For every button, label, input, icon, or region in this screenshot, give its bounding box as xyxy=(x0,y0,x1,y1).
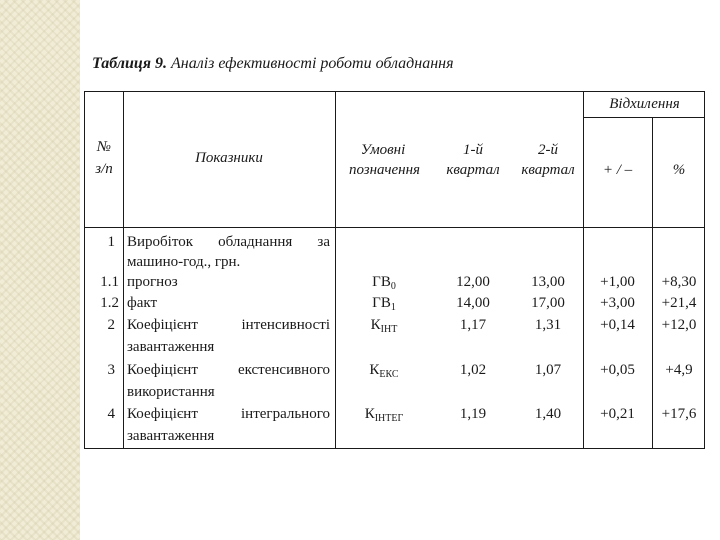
indicator-name: Виробіток обладнання за xyxy=(127,234,330,250)
q2-value: 1,40 xyxy=(534,406,562,422)
q1-value: 1,17 xyxy=(459,317,487,333)
q2-value: 17,00 xyxy=(531,295,565,311)
indicator-name: Коефіцієнт інтенсивності xyxy=(127,317,330,333)
indicator-name: Коефіцієнт інтегрального xyxy=(127,406,330,422)
abs-deviation: +3,00 xyxy=(600,295,635,311)
q2-value: 1,07 xyxy=(534,362,562,378)
indicator-name-cont: машино-год., грн. xyxy=(127,254,241,270)
header-deviation: Відхилення xyxy=(609,96,680,112)
pct-deviation: +8,30 xyxy=(661,274,697,290)
symbol-cell xyxy=(335,405,433,424)
decorative-side-strip xyxy=(0,0,80,540)
abs-deviation: +0,21 xyxy=(600,406,635,422)
pct-deviation: +21,4 xyxy=(661,295,697,311)
abs-deviation: +0,14 xyxy=(600,317,635,333)
header-pct: % xyxy=(672,162,686,178)
abs-deviation: +0,05 xyxy=(600,362,635,378)
header-q1-line2: квартал xyxy=(446,162,500,178)
symbol-subscript: 0 xyxy=(390,281,396,292)
row-number: 1.1 xyxy=(100,274,119,290)
q1-value: 1,02 xyxy=(459,362,487,378)
row-number: 1.2 xyxy=(100,295,119,311)
pct-deviation: +17,6 xyxy=(661,406,697,422)
symbol-subscript: 1 xyxy=(390,302,396,313)
efficiency-table xyxy=(84,91,705,449)
header-symbol-line2: позначення xyxy=(348,162,421,178)
table-caption xyxy=(92,55,692,73)
indicator-name: факт xyxy=(127,295,158,311)
col-divider-num xyxy=(123,92,124,448)
caption-label: Таблиця 9. xyxy=(92,55,168,72)
header-indicator: Показники xyxy=(195,150,263,166)
q1-value: 12,00 xyxy=(456,274,490,290)
row-divider-header xyxy=(85,227,704,228)
symbol-subscript: ІНТ xyxy=(380,324,398,335)
symbol-cell xyxy=(335,273,433,292)
q1-value: 14,00 xyxy=(456,295,490,311)
symbol-base: К xyxy=(364,406,375,422)
indicator-name: прогноз xyxy=(127,274,178,290)
header-abs: + / – xyxy=(602,162,633,178)
header-q1-line1: 1-й xyxy=(463,142,483,158)
indicator-name: Коефіцієнт екстенсивного xyxy=(127,362,330,378)
col-divider-indicator xyxy=(335,92,336,448)
symbol-subscript: ЕКС xyxy=(379,369,399,380)
symbol-subscript: ІНТЕГ xyxy=(374,413,404,424)
col-divider-values xyxy=(583,92,584,448)
abs-deviation: +1,00 xyxy=(600,274,635,290)
row-divider-deviation xyxy=(583,117,704,118)
row-number: 2 xyxy=(107,317,115,333)
row-number: 1 xyxy=(107,234,115,250)
symbol-cell xyxy=(335,316,433,335)
symbol-base: ГВ xyxy=(372,295,391,311)
header-num-line2: з/п xyxy=(95,161,113,177)
symbol-base: ГВ xyxy=(372,274,391,290)
indicator-name-cont: завантаження xyxy=(127,428,215,444)
pct-deviation: +12,0 xyxy=(661,317,697,333)
indicator-name-cont: використання xyxy=(127,384,215,400)
indicator-name-cont: завантаження xyxy=(127,339,215,355)
header-num-line1: № xyxy=(96,139,112,155)
pct-deviation: +4,9 xyxy=(665,362,693,378)
q2-value: 1,31 xyxy=(534,317,562,333)
q1-value: 1,19 xyxy=(459,406,487,422)
row-number: 4 xyxy=(107,406,115,422)
header-q2-line1: 2-й xyxy=(538,142,558,158)
caption-title: Аналіз ефективності роботи обладнання xyxy=(171,55,454,72)
symbol-base: К xyxy=(369,362,380,378)
row-number: 3 xyxy=(107,362,115,378)
header-symbol-line1: Умовні xyxy=(360,142,406,158)
symbol-base: К xyxy=(370,317,381,333)
symbol-cell xyxy=(335,294,433,313)
q2-value: 13,00 xyxy=(531,274,565,290)
symbol-cell xyxy=(335,361,433,380)
header-q2-line2: квартал xyxy=(521,162,575,178)
